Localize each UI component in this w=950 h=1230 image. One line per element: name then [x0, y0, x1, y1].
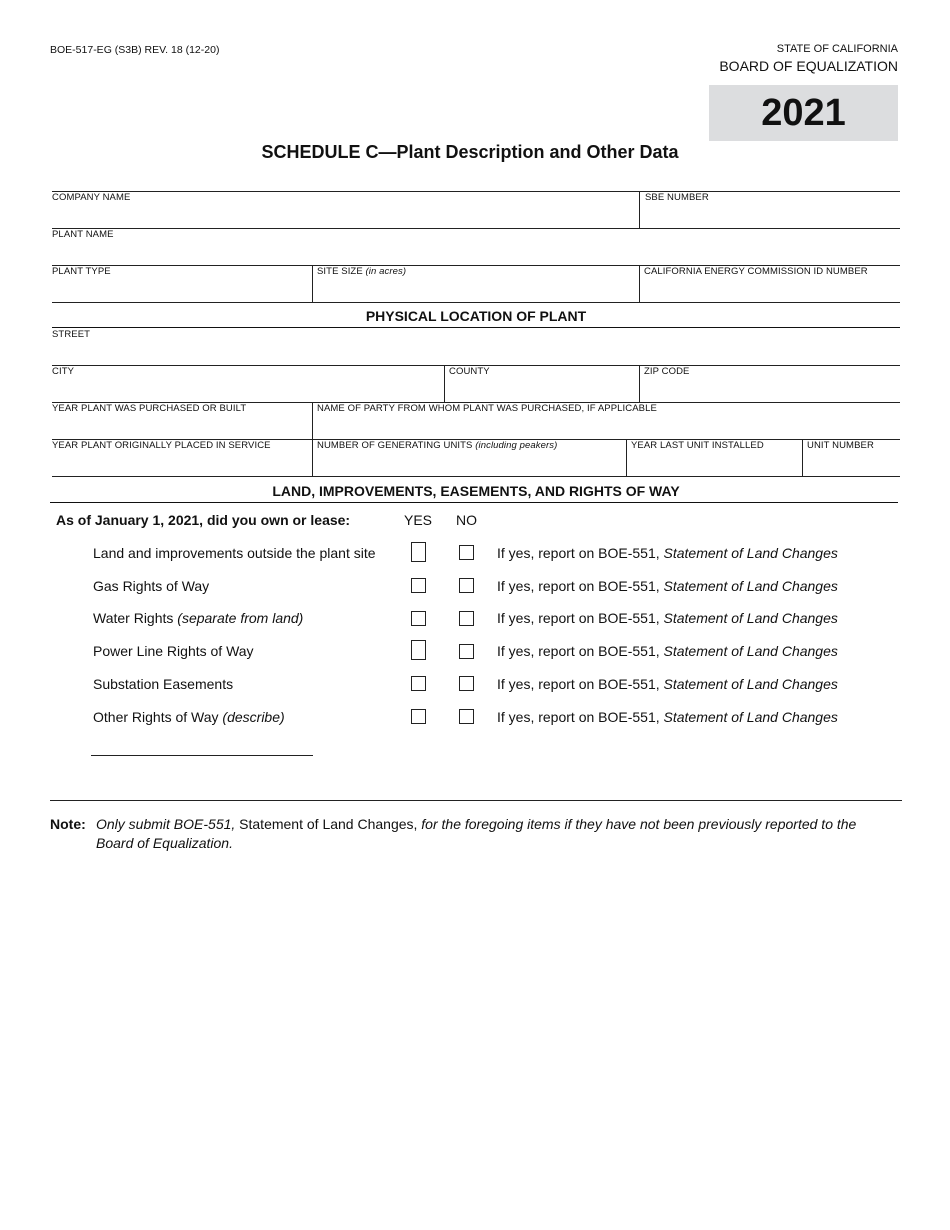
row-note-gas [497, 578, 838, 594]
row-label-text: Substation Easements [93, 676, 234, 692]
section-land: LAND, IMPROVEMENTS, EASEMENTS, AND RIGHTS OF WAY [272, 483, 680, 499]
row-note-substation [497, 676, 838, 692]
no-checkbox-land[interactable] [459, 545, 474, 560]
label-year-service: YEAR PLANT ORIGINALLY PLACED IN SERVICE [52, 440, 271, 451]
form-id: BOE-517-EG (S3B) REV. 18 (12-20) [50, 44, 220, 56]
label-site-size [317, 266, 406, 277]
yes-checkbox-gas[interactable] [411, 578, 426, 593]
year-badge [709, 85, 898, 141]
label-party-name: NAME OF PARTY FROM WHOM PLANT WAS PURCHASED, IF APPLICABLE [317, 403, 657, 414]
note-label: Note: [50, 816, 86, 832]
no-checkbox-water[interactable] [459, 611, 474, 626]
divider-unit-number [802, 439, 803, 476]
note-form: Statement of Land Changes [663, 643, 838, 659]
state-name: STATE OF CALIFORNIA [776, 43, 898, 55]
rule-location-top [52, 302, 900, 303]
no-checkbox-substation[interactable] [459, 676, 474, 691]
label-zip: ZIP CODE [644, 366, 690, 377]
label-company-name: COMPANY NAME [52, 192, 131, 203]
note-prefix: If yes, report on BOE-551, [497, 709, 664, 725]
divider-year-last [626, 439, 627, 476]
note-prefix: If yes, report on BOE-551, [497, 578, 664, 594]
yes-checkbox-land[interactable] [411, 542, 426, 562]
label-street: STREET [52, 329, 91, 340]
rule-note [50, 800, 902, 801]
row-label-land [93, 545, 376, 561]
row-label-water [93, 610, 303, 626]
column-no: NO [456, 512, 477, 528]
label-city: CITY [52, 366, 75, 377]
row-note-water [497, 610, 838, 626]
yes-checkbox-power[interactable] [411, 640, 426, 660]
rule-company [52, 191, 900, 192]
rule-land-bottom [50, 502, 898, 503]
row-label-substation [93, 676, 233, 692]
label-unit-number: UNIT NUMBER [807, 440, 874, 451]
divider-county [444, 365, 445, 402]
rule-location-bottom [52, 327, 900, 328]
note-prefix: If yes, report on BOE-551, [497, 610, 664, 626]
divider-zip [639, 365, 640, 402]
site-size-text: SITE SIZE [317, 266, 363, 277]
label-sbe-number: SBE NUMBER [645, 192, 709, 203]
row-label-text: Other Rights of Way [93, 709, 223, 725]
no-checkbox-power[interactable] [459, 644, 474, 659]
label-year-purchased: YEAR PLANT WAS PURCHASED OR BUILT [52, 403, 247, 414]
yes-checkbox-substation[interactable] [411, 676, 426, 691]
row-label-power [93, 643, 254, 659]
note-prefix: If yes, report on BOE-551, [497, 643, 664, 659]
row-label-note: (separate from land) [177, 610, 304, 626]
label-num-units [317, 440, 557, 451]
year-text: 2021 [761, 91, 846, 134]
divider-cec [639, 265, 640, 302]
board-name: BOARD OF EQUALIZATION [719, 58, 898, 74]
section-location: PHYSICAL LOCATION OF PLANT [365, 308, 587, 324]
note-part3: for the foregoing items if they have not been previously reported to the Board of Equalization. [96, 816, 857, 851]
note-part1: Only submit BOE-551, [96, 816, 240, 832]
note-prefix: If yes, report on BOE-551, [497, 676, 664, 692]
num-units-text: NUMBER OF GENERATING UNITS [317, 440, 473, 451]
note-form: Statement of Land Changes [663, 578, 838, 594]
note-form: Statement of Land Changes [663, 676, 838, 692]
describe-line[interactable] [91, 755, 313, 756]
note-part2: Statement of Land Changes, [239, 816, 422, 832]
row-note-other [497, 709, 838, 725]
yes-checkbox-other[interactable] [411, 709, 426, 724]
note-form: Statement of Land Changes [663, 545, 838, 561]
row-label-note: (describe) [222, 709, 285, 725]
note-text [96, 815, 880, 853]
divider-sbe [639, 191, 640, 228]
label-year-last-unit: YEAR LAST UNIT INSTALLED [631, 440, 764, 451]
note-form: Statement of Land Changes [663, 610, 838, 626]
page-title: SCHEDULE C—Plant Description and Other Data [261, 142, 679, 162]
no-checkbox-gas[interactable] [459, 578, 474, 593]
divider-site-size [312, 265, 313, 302]
row-label-other [93, 709, 285, 725]
num-units-note: (including peakers) [475, 440, 558, 451]
row-label-text: Gas Rights of Way [93, 578, 210, 594]
label-county: COUNTY [449, 366, 490, 377]
row-note-power [497, 643, 838, 659]
footer-note [50, 815, 880, 853]
no-checkbox-other[interactable] [459, 709, 474, 724]
label-plant-type: PLANT TYPE [52, 266, 111, 277]
site-size-note: (in acres) [365, 266, 407, 277]
row-label-gas [93, 578, 209, 594]
label-plant-name: PLANT NAME [52, 229, 114, 240]
row-label-text: Water Rights [93, 610, 178, 626]
question-heading: As of January 1, 2021, did you own or lease: [56, 512, 351, 528]
note-form: Statement of Land Changes [663, 709, 838, 725]
label-cec-id: CALIFORNIA ENERGY COMMISSION ID NUMBER [644, 266, 868, 277]
yes-checkbox-water[interactable] [411, 611, 426, 626]
note-prefix: If yes, report on BOE-551, [497, 545, 664, 561]
rule-plant-name [52, 228, 900, 229]
row-note-land [497, 545, 838, 561]
rule-land-top [52, 476, 900, 477]
row-label-text: Power Line Rights of Way [93, 643, 254, 659]
column-yes: YES [404, 512, 433, 528]
row-label-text: Land and improvements outside the plant site [93, 545, 376, 561]
